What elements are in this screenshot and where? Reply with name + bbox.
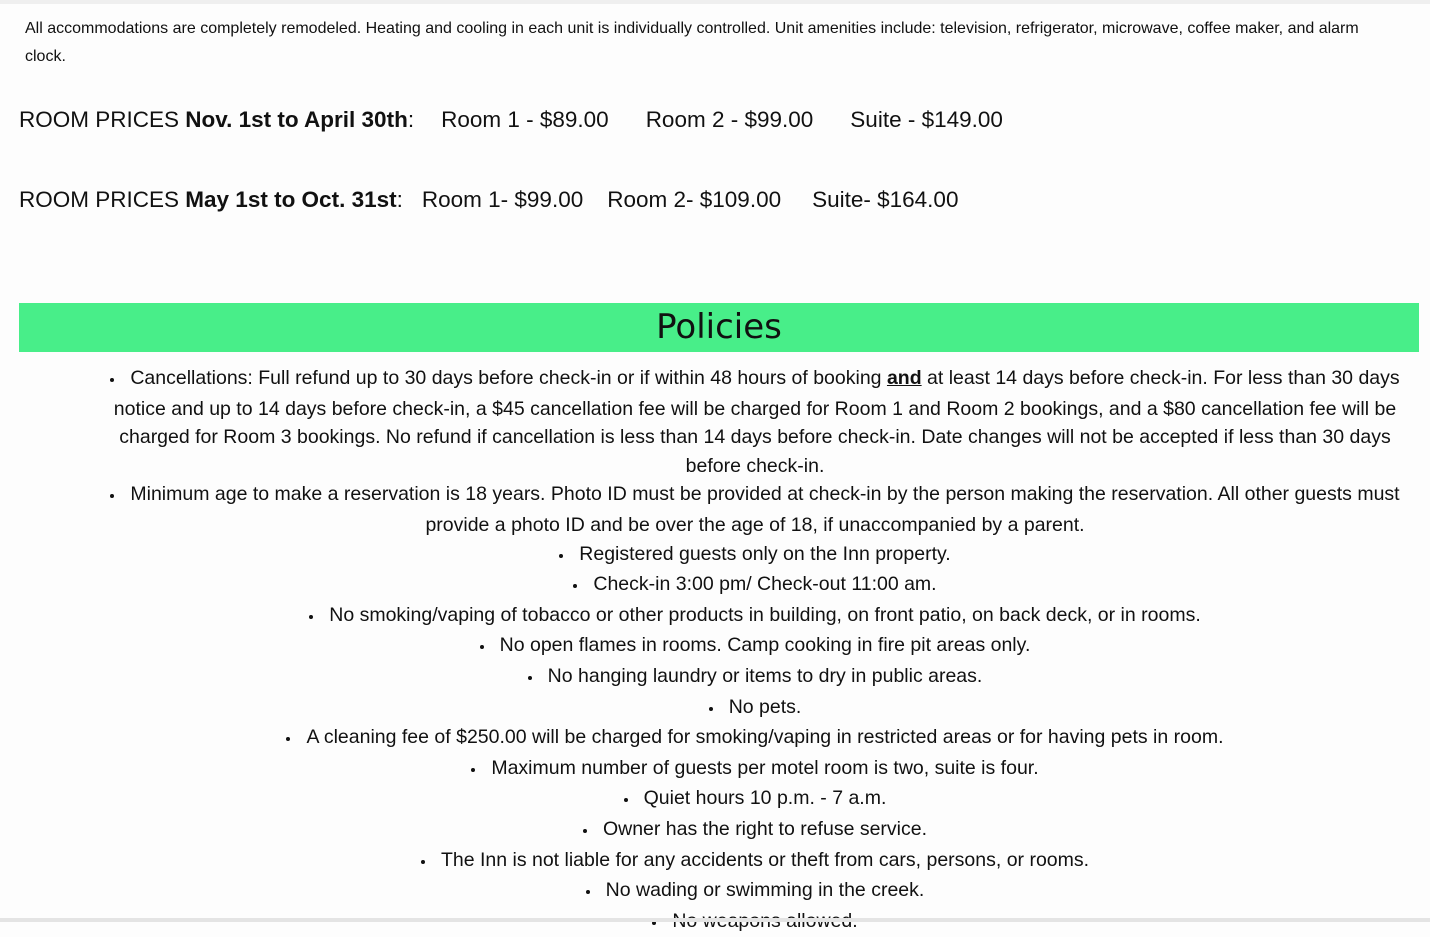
price-row-label: ROOM PRICES bbox=[19, 187, 186, 212]
price-row-separator: : bbox=[396, 187, 403, 212]
policy-item: • Minimum age to make a reservation is 18 years. Photo ID must be provided at check-in by the person making the reservation. All other guests must provide a photo ID and be over the age of 18, if unaccompanied by a parent. bbox=[92, 480, 1418, 539]
price-room-1: Room 1 - $89.00 bbox=[441, 107, 609, 132]
policy-item: • No pets. bbox=[92, 693, 1418, 724]
price-season-range: Nov. 1st to April 30th bbox=[185, 107, 408, 132]
policies-heading: Policies bbox=[19, 303, 1419, 352]
policy-item-cancellation bbox=[92, 364, 1418, 480]
policy-item: • Owner has the right to refuse service. bbox=[92, 815, 1418, 846]
policy-item: • No hanging laundry or items to dry in public areas. bbox=[92, 662, 1418, 693]
cancellation-text-start: Cancellations: Full refund up to 30 days before check-in or if within 48 hours of booking bbox=[130, 367, 887, 389]
policy-item: • A cleaning fee of $250.00 will be charged for smoking/vaping in restricted areas or for having pets in room. bbox=[92, 723, 1418, 754]
price-room-2: Room 2- $109.00 bbox=[607, 187, 782, 212]
price-row-separator: : bbox=[407, 107, 415, 132]
bottom-divider bbox=[0, 918, 1430, 922]
policy-list bbox=[92, 364, 1418, 937]
policy-item: • Registered guests only on the Inn property. bbox=[92, 540, 1418, 571]
policy-item: • Maximum number of guests per motel room is two, suite is four. bbox=[92, 754, 1418, 785]
price-season-range: May 1st to Oct. 31st bbox=[185, 187, 397, 212]
room-prices-summer bbox=[19, 185, 958, 215]
policy-item: • Check-in 3:00 pm/ Check-out 11:00 am. bbox=[92, 570, 1418, 601]
price-room-1: Room 1- $99.00 bbox=[421, 187, 584, 212]
policy-item: • The Inn is not liable for any accidents or theft from cars, persons, or rooms. bbox=[92, 846, 1418, 877]
price-suite: Suite- $164.00 bbox=[812, 187, 959, 212]
price-row-label: ROOM PRICES bbox=[19, 107, 186, 132]
policy-item: • No open flames in rooms. Camp cooking in fire pit areas only. bbox=[92, 631, 1418, 662]
price-room-2: Room 2 - $99.00 bbox=[645, 107, 814, 132]
policy-item: • Quiet hours 10 p.m. - 7 a.m. bbox=[92, 784, 1418, 815]
cancellation-text-end: at least 14 days before check-in. For less than 30 days notice and up to 14 days before check-in, a $45 cancellation fee will be charged for Room 1 and Room 2 bookings, and a $80 cancellation fee will be charged for Room 3 bookings. No refund if cancellation is less than 14 days before check-in. Date changes will not be accepted if less than 30 days before check-in. bbox=[113, 367, 1400, 477]
policy-item: • No smoking/vaping of tobacco or other products in building, on front patio, on back deck, or in rooms. bbox=[92, 601, 1418, 632]
cancellation-emphasis: and bbox=[886, 367, 922, 389]
policy-item: • No wading or swimming in the creek. bbox=[92, 876, 1418, 907]
room-prices-winter bbox=[19, 105, 1003, 135]
top-divider bbox=[0, 0, 1430, 4]
price-suite: Suite - $149.00 bbox=[850, 107, 1003, 132]
amenities-paragraph: All accommodations are completely remodeled. Heating and cooling in each unit is individually controlled. Unit amenities include: television, refrigerator, microwave, coffee maker, and alarm clock. bbox=[25, 20, 1359, 65]
